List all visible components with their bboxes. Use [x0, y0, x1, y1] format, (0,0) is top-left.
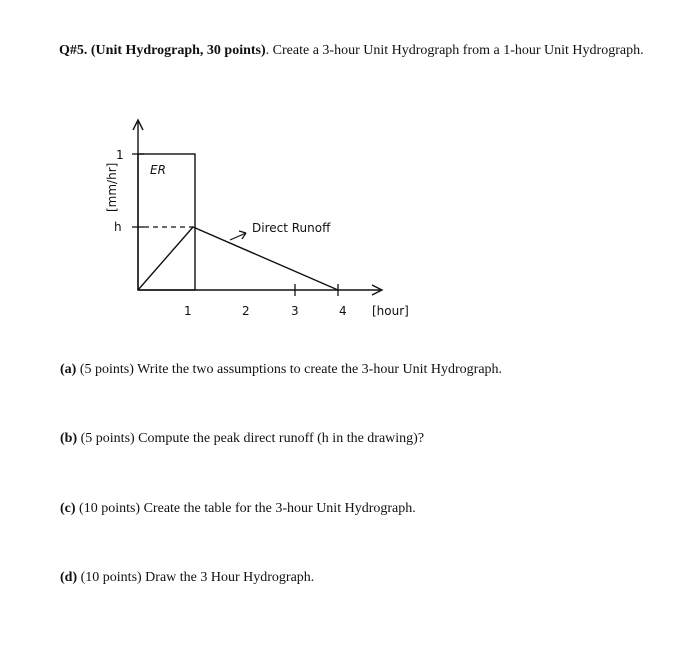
- part-a-label: (a): [60, 362, 77, 377]
- part-b-text: (5 points) Compute the peak direct runoff (h in the drawing)?: [77, 431, 425, 446]
- hydrograph-drawing: [60, 110, 440, 335]
- part-c-label: (c): [60, 501, 76, 516]
- x-tick-label-4: 4: [339, 304, 347, 318]
- question-title: (Unit Hydrograph, 30 points): [90, 43, 266, 58]
- part-d-text: (10 points) Draw the 3 Hour Hydrograph.: [77, 570, 315, 585]
- x-tick-label-1: 1: [184, 304, 192, 318]
- x-tick-label-3: 3: [291, 304, 299, 318]
- x-axis-label: [hour]: [372, 304, 409, 318]
- question-text: . Create a 3-hour Unit Hydrograph from a 1-hour Unit Hydrograph.: [265, 43, 644, 58]
- question-number: Q#5.: [59, 43, 88, 58]
- y-axis-label: [mm/hr]: [105, 162, 119, 212]
- part-d: [60, 569, 314, 587]
- runoff-pointer-arrow: [230, 231, 246, 240]
- part-a: [60, 361, 502, 379]
- part-d-label: (d): [60, 570, 78, 585]
- part-b: [60, 430, 424, 448]
- er-block: [138, 154, 195, 290]
- hydrograph-figure: [60, 110, 440, 335]
- question-header: [59, 41, 659, 61]
- direct-runoff-label: Direct Runoff: [252, 221, 331, 235]
- y-tick-label-1: 1: [116, 148, 124, 162]
- part-c-text: (10 points) Create the table for the 3-hour Unit Hydrograph.: [75, 501, 416, 516]
- part-b-label: (b): [60, 431, 78, 446]
- y-tick-label-h: h: [114, 220, 122, 234]
- er-label: ER: [150, 163, 166, 177]
- x-tick-label-2: 2: [242, 304, 250, 318]
- part-a-text: (5 points) Write the two assumptions to create the 3-hour Unit Hydrograph.: [76, 362, 503, 377]
- part-c: [60, 500, 416, 518]
